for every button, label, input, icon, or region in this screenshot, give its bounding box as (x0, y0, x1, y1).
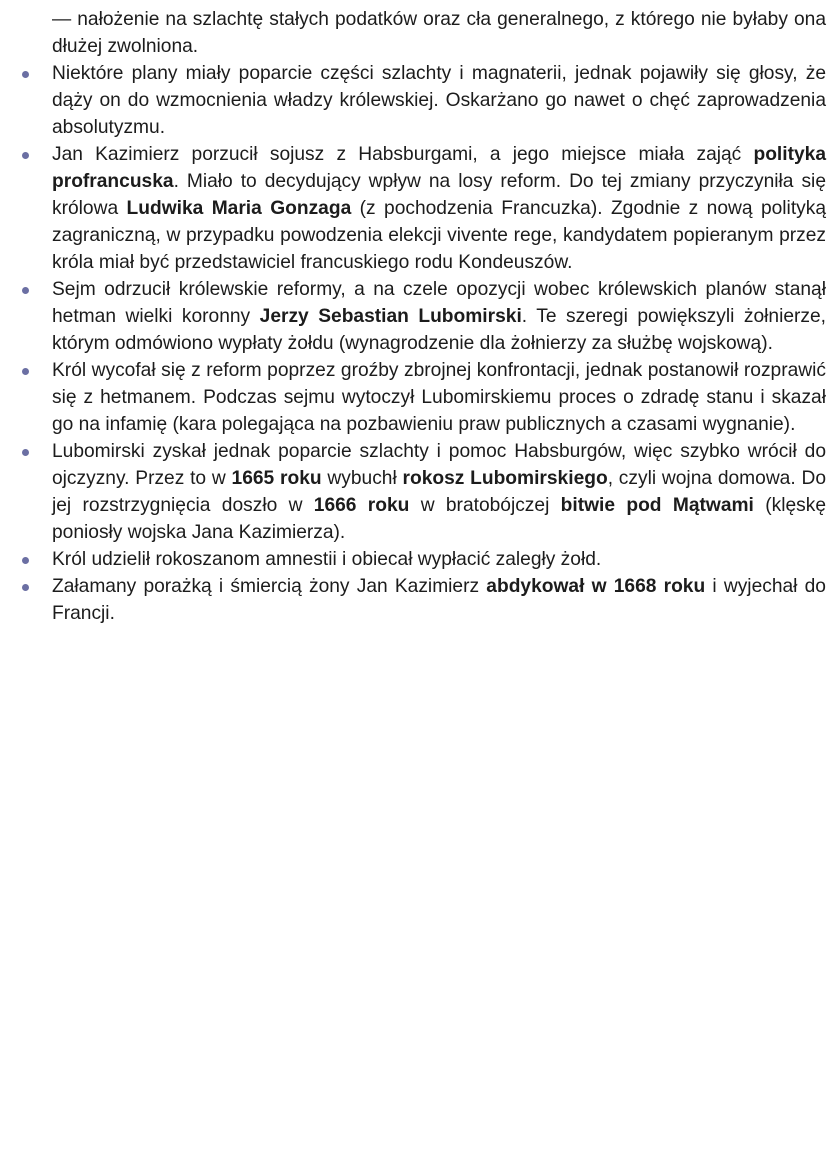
bullet-icon (22, 71, 29, 78)
bullet-text (52, 144, 826, 273)
bullet-item (52, 60, 826, 141)
text-segment: Jan Kazimierz porzucił sojusz z Habsburgami, a jego miejsce miała zająć (52, 144, 754, 165)
text-segment: (klęskę poniosły wojska Jana Kazimierza). (52, 495, 826, 543)
bullet-item (52, 573, 826, 627)
bullet-item (52, 546, 826, 573)
bullet-icon (22, 584, 29, 591)
bold-term: rokosz Lubomirskiego (402, 468, 608, 489)
bullet-text (52, 279, 826, 354)
bullet-icon (22, 287, 29, 294)
bullet-text (52, 441, 826, 543)
bullet-icon (22, 449, 29, 456)
text-segment: Niektóre plany miały poparcie części szlachty i magnaterii, jednak pojawiły się głosy, że dąży on do wzmocnienia władzy królewskiej. Oskarżano go nawet o chęć zaprowadzenia absolutyzmu. (52, 63, 826, 138)
text-segment: Król wycofał się z reform poprzez groźby zbrojnej konfrontacji, jednak postanowił rozprawić się z hetmanem. Podczas sejmu wytoczył Lubomirskiemu proces o zdradę stanu i skazał go na infamię (kara polegająca na pozbawieniu praw publicznych a czasami wygnanie). (52, 360, 826, 435)
document-body (52, 6, 826, 627)
bold-term: abdykował w 1668 roku (486, 576, 706, 597)
continuation-paragraph: — nałożenie na szlachtę stałych podatków oraz cła generalnego, z którego nie byłaby ona dłużej zwolniona. (52, 9, 826, 57)
bullet-text (52, 360, 826, 435)
bullet-item (52, 357, 826, 438)
bullet-item (52, 438, 826, 546)
text-segment: (z pochodzenia Francuzka). Zgodnie z nową polityką zagraniczną, w przypadku powodzenia elekcji vivente rege, kandydatem popieranym przez króla miał być przedstawiciel francuskiego rodu Kondeuszów. (52, 198, 827, 273)
bullet-icon (22, 152, 29, 159)
text-segment: Król udzielił rokoszanom amnestii i obiecał wypłacić zaległy żołd. (52, 549, 602, 570)
text-segment: . Miało to decydujący wpływ na losy reform. Do tej zmiany przyczyniła się królowa (52, 171, 826, 219)
bullet-icon (22, 368, 29, 375)
bold-term: polityka profrancuska (52, 144, 826, 192)
text-segment: , czyli wojna domowa. Do jej rozstrzygnięcia doszło w (52, 468, 826, 516)
bold-term: Ludwika Maria Gonzaga (126, 198, 352, 219)
text-segment: w bratobójczej (409, 495, 561, 516)
bullet-text (52, 549, 601, 570)
text-segment: . Te szeregi powiększyli żołnierze, którym odmówiono wypłaty żołdu (wynagrodzenie dla żołnierzy za służbę wojskową). (52, 306, 827, 354)
text-segment: Sejm odrzucił królewskie reformy, a na czele opozycji wobec królewskich planów stanął hetman wielki koronny (52, 279, 826, 327)
text-segment: Lubomirski zyskał jednak poparcie szlachty i pomoc Habsburgów, więc szybko wrócił do ojczyzny. Przez to w (52, 441, 826, 489)
text-segment: i wyjechał do Francji. (52, 576, 826, 624)
bullet-icon (22, 557, 29, 564)
text-segment: wybuchł (321, 468, 403, 489)
bold-term: 1666 roku (313, 495, 410, 516)
bullet-item (52, 141, 826, 276)
bullet-text (52, 63, 826, 138)
bullet-list (52, 60, 826, 627)
bold-term: bitwie pod Mątwami (560, 495, 754, 516)
bullet-text (52, 576, 826, 624)
text-segment: Załamany porażką i śmiercią żony Jan Kazimierz (52, 576, 487, 597)
bullet-item (52, 276, 826, 357)
bold-term: Jerzy Sebastian Lubomirski (259, 306, 522, 327)
bold-term: 1665 roku (231, 468, 322, 489)
